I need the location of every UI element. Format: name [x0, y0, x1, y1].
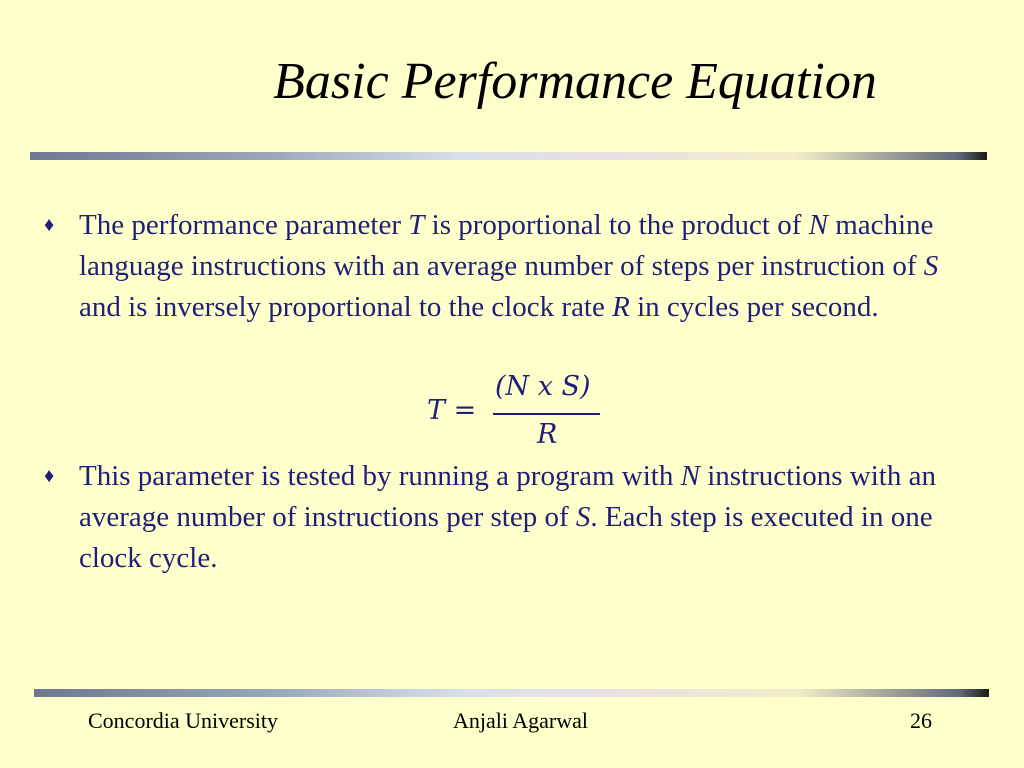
title-divider: [30, 152, 987, 160]
variable-R: R: [612, 291, 630, 323]
footer-divider: [34, 689, 989, 697]
diamond-bullet-icon: ♦: [44, 465, 55, 487]
variable-S: S: [923, 250, 939, 282]
equation-denominator: R: [537, 419, 558, 450]
bullet-1-text: The performance parameter T is proportional to the product of N machine language instructions with an average number of steps per instruction of S and is inversely proportional to the clock rate R in cycles per second.: [79, 209, 939, 323]
slide-title: Basic Performance Equation: [273, 53, 877, 110]
variable-N: N: [680, 460, 700, 492]
variable-S: S: [575, 501, 591, 533]
equation-numerator: (N x S): [495, 371, 591, 402]
footer-author: Anjali Agarwal: [453, 708, 589, 733]
bullet-1: [44, 205, 984, 328]
variable-T: T: [408, 209, 425, 241]
bullet-2: [44, 456, 984, 579]
bullet-2-text: This parameter is tested by running a program with N instructions with an average number of instructions per step of S. Each step is executed in one clock cycle.: [79, 460, 936, 574]
diamond-bullet-icon: ♦: [44, 214, 55, 236]
fraction-bar: [493, 413, 600, 415]
performance-equation: [425, 365, 625, 457]
page-number: 26: [910, 708, 932, 733]
footer-institution: Concordia University: [88, 708, 279, 733]
equation-lhs: T =: [427, 395, 477, 426]
variable-N: N: [808, 209, 828, 241]
